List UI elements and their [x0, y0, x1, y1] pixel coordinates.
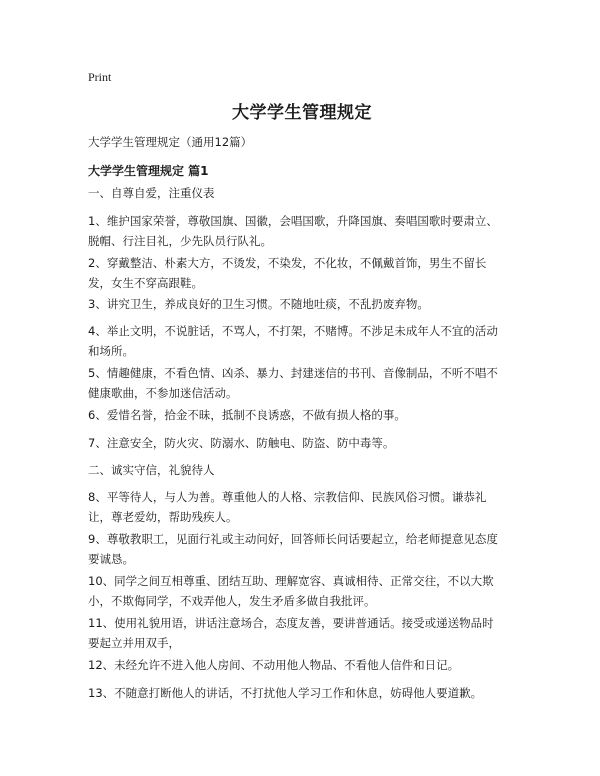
page-title: 大学学生管理规定 — [232, 103, 372, 123]
rule-item-5: 5、情趣健康，不看色情、凶杀、暴力、封建迷信的书刊、音像制品，不听不唱不健康歌曲，不参加迷信活动。 — [88, 366, 498, 400]
document-subtitle: 大学学生管理规定（通用12篇） — [88, 135, 253, 149]
print-link[interactable]: Print — [88, 70, 112, 84]
heading-one: 一、自尊自爱，注重仪表 — [88, 186, 215, 200]
rule-item-11: 11、使用礼貌用语，讲话注意场合，态度友善，要讲普通话。接受或递送物品时要起立并用双手， — [88, 616, 494, 650]
rule-item-7: 7、注意安全，防火灾、防溺水、防触电、防盗、防中毒等。 — [88, 436, 395, 450]
rule-item-3: 3、讲究卫生，养成良好的卫生习惯。不随地吐痰，不乱扔废弃物。 — [88, 297, 429, 311]
rule-item-6: 6、爱惜名誉，拾金不昧，抵制不良诱惑，不做有损人格的事。 — [88, 408, 406, 422]
rule-item-9: 9、尊敬教职工，见面行礼或主动问好，回答师长问话要起立，给老师提意见态度要诚恳。 — [88, 532, 498, 566]
rule-item-4: 4、举止文明，不说脏话，不骂人，不打架，不赌博。不涉足未成年人不宜的活动和场所。 — [88, 324, 498, 358]
rule-item-1: 1、维护国家荣誉，尊敬国旗、国徽，会唱国歌，升降国旗、奏唱国歌时要肃立、脱帽、行注目礼，少先队员行队礼。 — [88, 214, 498, 248]
heading-two: 二、诚实守信，礼貌待人 — [88, 463, 215, 477]
rule-item-12: 12、未经允许不进入他人房间、不动用他人物品、不看他人信件和日记。 — [88, 658, 460, 672]
section-heading: 大学学生管理规定 篇1 — [88, 164, 209, 178]
rule-item-10: 10、同学之间互相尊重、团结互助、理解宽容、真诚相待、正常交往，不以大欺小，不欺侮同学，不戏弄他人，发生矛盾多做自我批评。 — [88, 574, 494, 608]
rule-item-13: 13、不随意打断他人的讲话，不打扰他人学习工作和休息，妨碍他人要道歉。 — [88, 686, 483, 700]
rule-item-8: 8、平等待人，与人为善。尊重他人的人格、宗教信仰、民族风俗习惯。谦恭礼让，尊老爱幼，帮助残疾人。 — [88, 490, 487, 524]
rule-item-2: 2、穿戴整洁、朴素大方，不烫发，不染发，不化妆，不佩戴首饰，男生不留长发，女生不穿高跟鞋。 — [88, 256, 487, 290]
